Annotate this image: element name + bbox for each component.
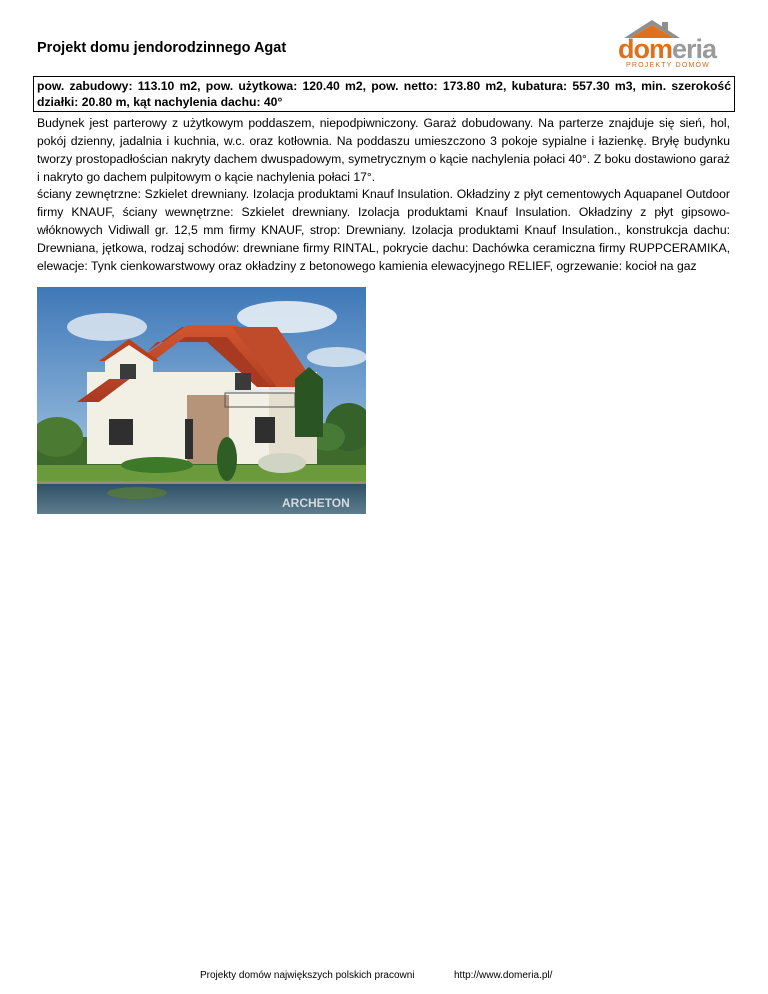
house-visualization-photo bbox=[37, 287, 366, 514]
logo-wordmark bbox=[618, 36, 732, 62]
construction-specifications: ściany zewnętrzne: Szkielet drewniany. Izolacja produktami Knauf Insulation. Okładziny z płyt cementowych Aquapanel Outdoor firmy KNAUF, ściany wewnętrzne: Szkielet drewniany. Izolacja produktami Knauf Insulation. Okładziny z płyt gipsowo-włóknowych Vidiwall gr. 12,5 mm firmy KNAUF, strop: Drewniany. Izolacja produktami Knauf Insulation., konstrukcja dachu: Drewniana, jętkowa, rodzaj schodów: drewniane firmy RINTAL, pokrycie dachu: Dachówka ceramiczna firmy RUPPCERAMIKA, elewacje: Tynk cienkowarstwowy oraz okładziny z betonowego kamienia elewacyjnego RELIEF, ogrzewanie: kocioł na gaz bbox=[37, 187, 730, 273]
footer-slogan: Projekty domów największych polskich pracowni bbox=[200, 970, 415, 981]
house-parameters-box: pow. zabudowy: 113.10 m2, pow. użytkowa: 120.40 m2, pow. netto: 173.80 m2, kubatura: 557.30 m3, min. szerokość działki: 20.80 m, kąt nachylenia dachu: 40° bbox=[33, 76, 735, 112]
domeria-logo[interactable] bbox=[618, 16, 732, 72]
footer-url-link[interactable]: http://www.domeria.pl/ bbox=[454, 970, 553, 981]
page-title: Projekt domu jendorodzinnego Agat bbox=[37, 40, 287, 56]
logo-tagline: PROJEKTY DOMÓW bbox=[626, 62, 710, 69]
logo-word-eria: eria bbox=[672, 34, 717, 64]
photo-watermark: ARCHETON bbox=[282, 496, 350, 510]
logo-word-dom: dom bbox=[618, 34, 672, 64]
house-description: Budynek jest parterowy z użytkowym poddaszem, niepodpiwniczony. Garaż dobudowany. Na parterze znajduje się sień, hol, pokój dzienny, jadalnia i kuchnia, w.c. oraz kotłownia. Na poddaszu umieszczono 3 pokoje sypialne i łazienkę. Bryłę budynku tworzy prostopadłościan nakryty dachem dwuspadowym, symetrycznym o kącie nachylenia połaci 40°. Z boku dostawiono garaż i nakryto go dachem pulpitowym o kącie nachylenia połaci 17°. bbox=[37, 116, 730, 184]
